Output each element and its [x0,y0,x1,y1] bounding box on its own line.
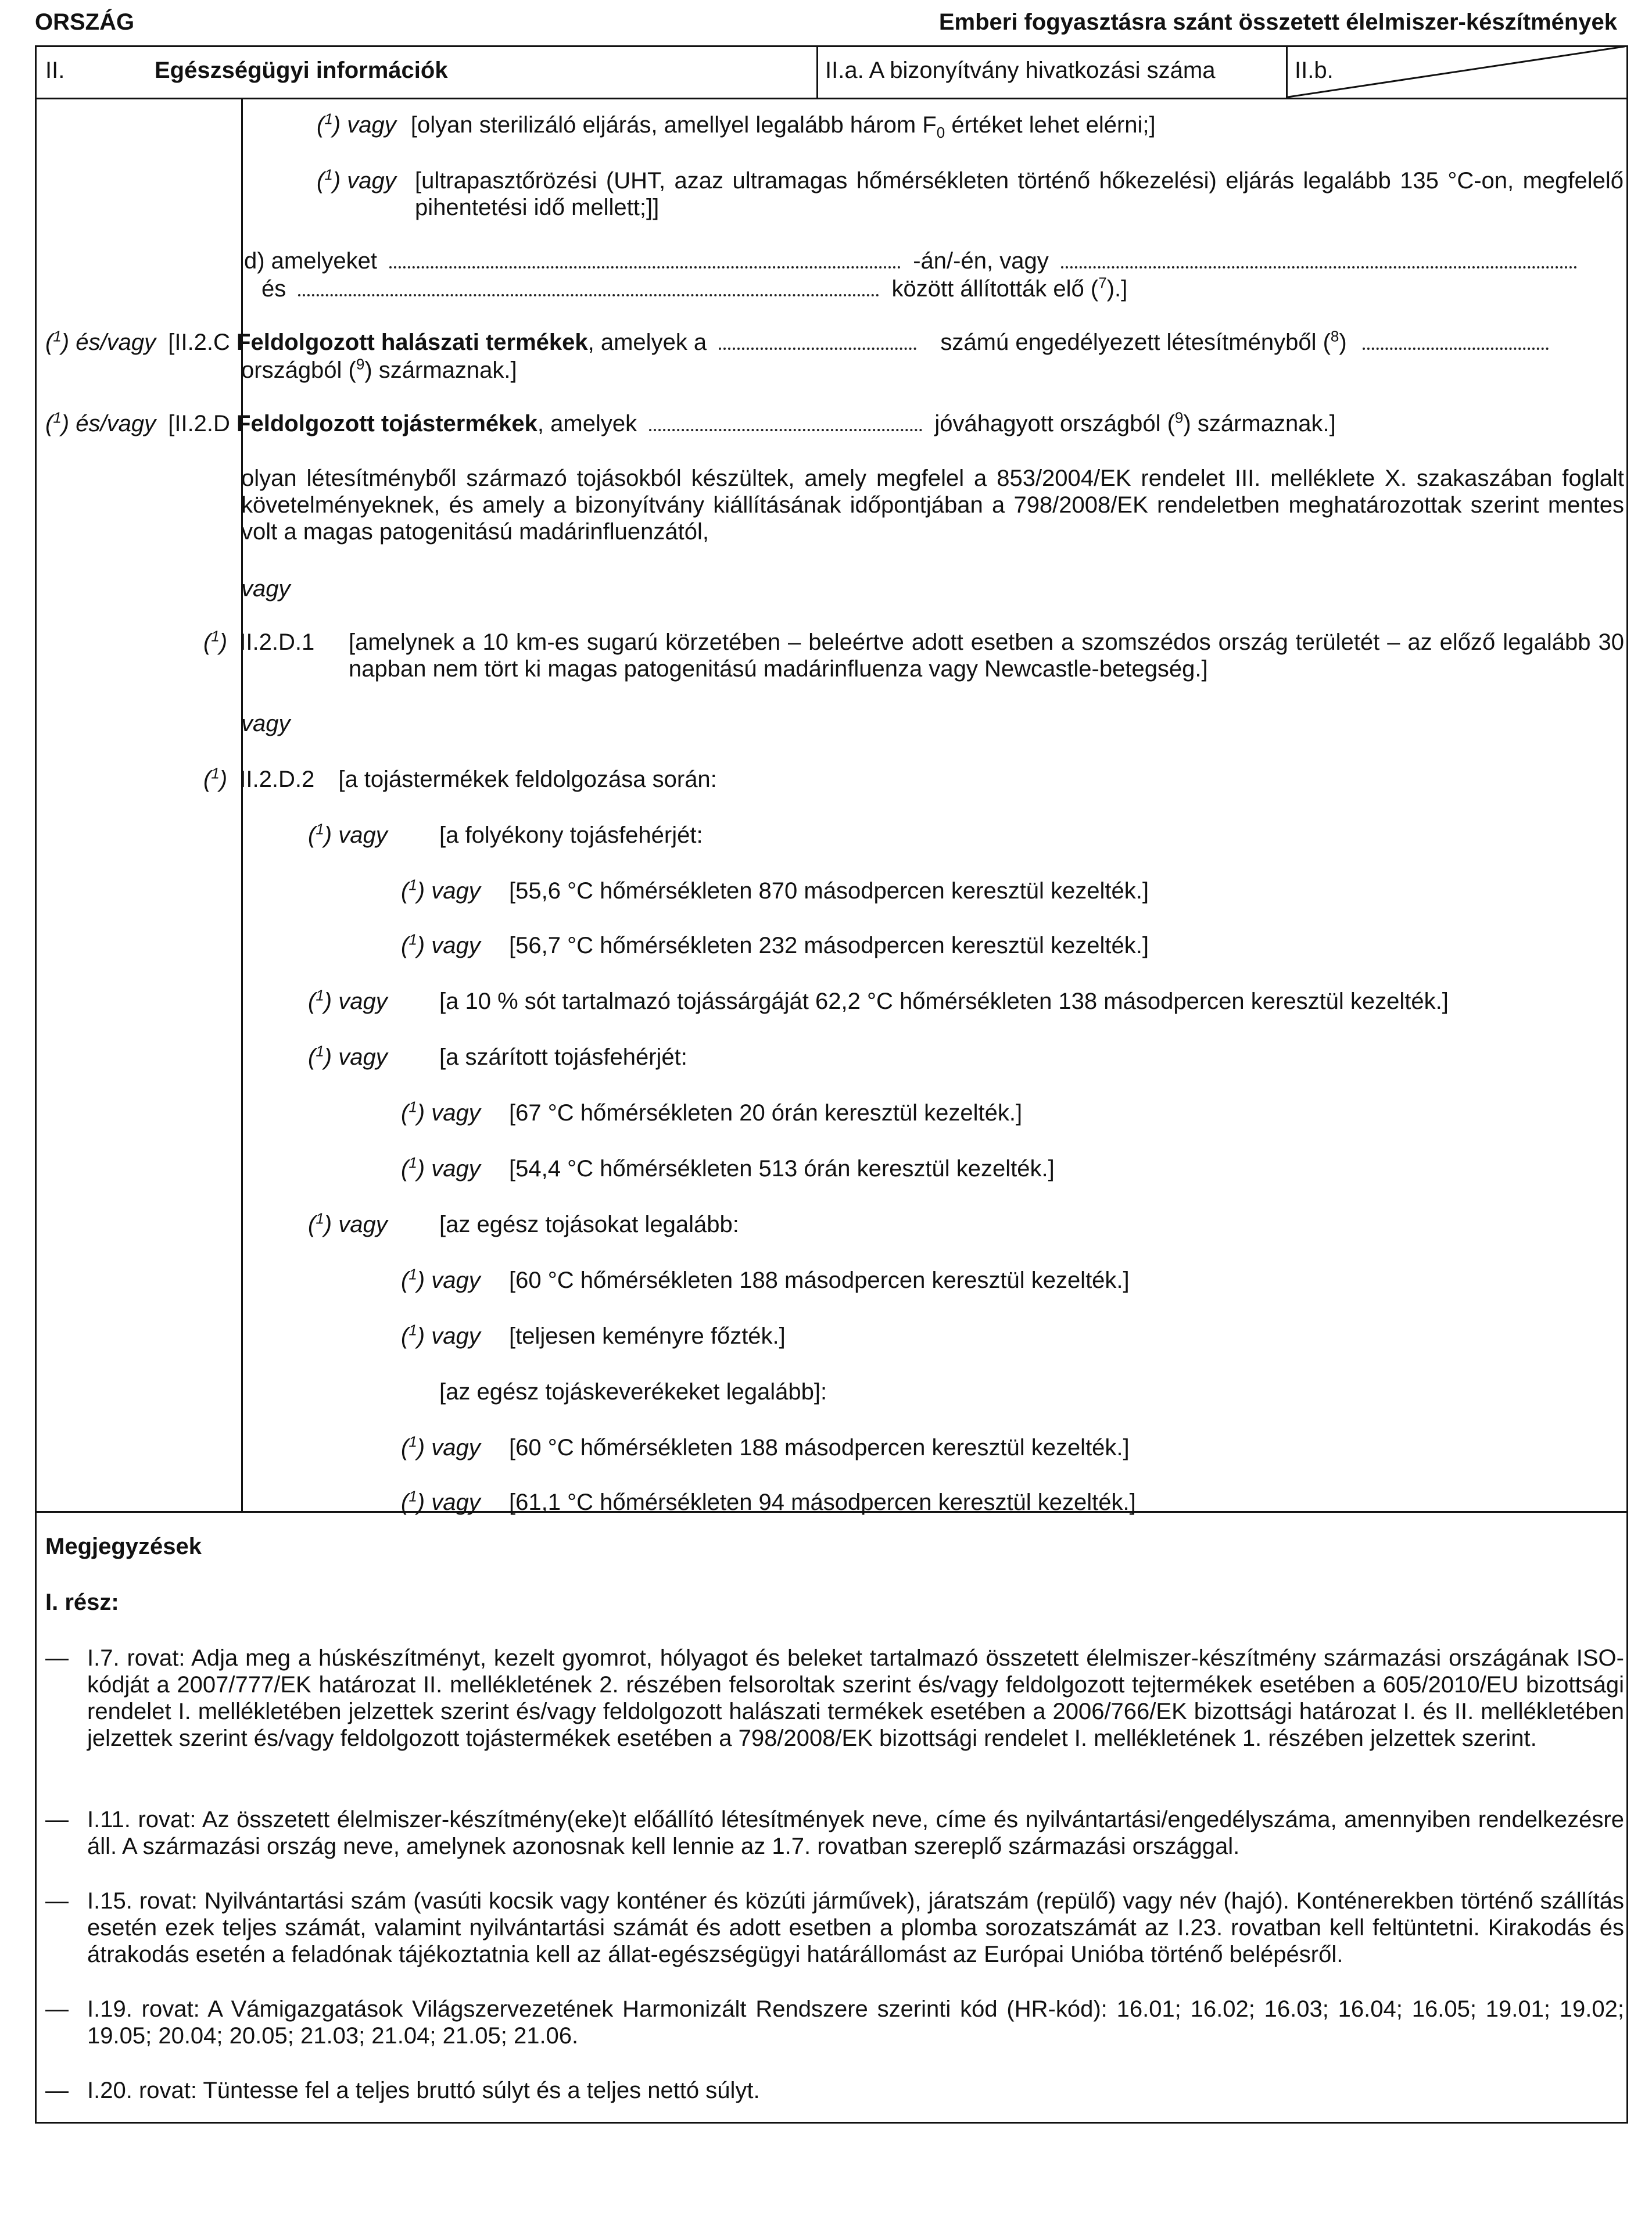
option-uht-text: [ultrapasztőrözési (UHT, azaz ultramagas hőmérsékleten történő hőkezelési) eljárás legalább 135 °C-on, megfelelő pihentetési idő mellett;]] [415,168,1624,220]
fishery-products-title: Feldolgozott halászati termékek [236,330,588,355]
salt-yolk-option: ($^1$) vagy [a 10 % sót tartalmazó tojássárgáját 62,2 °C hőmérsékleten 138 másodpercen keresztül kezelték.] [308,986,1449,1014]
date-line-2: és között állították elő ($^7$).] [261,274,1128,302]
fishery-products-cont: országból ($^9$) származnak.] [241,355,517,383]
note-item-3: I.15. rovat: Nyilvántartási szám (vasúti kocsik vagy konténer és közúti járművek), járatszám (repülő) vagy név (hajó). Konténerekben történő szállítás esetén ezek teljes számát, valamint nyilvántartási számát és adott esetben a plomba sorozatszámát az I.23. rovatban kell feltüntetni. Kirakodás és átrakodás esetén a feladónak tájékoztatnia kell az állat-egészségügyi határállomást az Európai Unióba történő belépésről. [87,1888,1624,1967]
section-title: Egészségügyi információk [155,58,448,83]
left-col-divider [241,98,243,1511]
country-label: ORSZÁG [35,9,135,35]
vagy-marker: vagy [347,112,396,138]
date-line-1: d) amelyeket -án/-én, vagy [244,248,1577,274]
note-dash: — [45,1807,69,1832]
liquid-white-opt-1: ($^1$) vagy [55,6 °C hőmérsékleten 870 másodpercen keresztül kezelték.] [401,876,1149,904]
country-field-fish[interactable] [1363,330,1549,350]
date-field-1[interactable] [389,249,901,268]
ref-b-diagonal [1288,46,1625,98]
egg-establishment-paragraph: olyan létesítményből származó tojásokból készültek, amely megfelel a 853/2004/EK rendelet III. melléklete X. szakaszában foglalt követelményeknek, és amely a bizonyítvány kiállításának időpontjában a 798/2008/EK rendeletben meghatározottak szerint mentes volt a magas patogenitású madárinfluenzától, [241,466,1624,545]
note-item-5: I.20. rovat: Tüntesse fel a teljes bruttó súlyt és a teljes nettó súlyt. [87,2078,760,2103]
country-field-egg[interactable] [649,411,922,431]
f0-text: [olyan sterilizáló eljárás, amellyel legalább három F [410,112,937,138]
header-row-divider [35,98,1626,99]
note-dash: — [45,1645,69,1671]
option-d1-text: [amelynek a 10 km-es sugarú körzetében – beleértve adott esetben a szomszédos ország területét – az előző legalább 30 napban nem tört ki magas patogenitású madárinfluenza vagy Newcastle-betegség.] [349,629,1624,682]
egg-products-option: ($^1$) és/vagy [II.2.D Feldolgozott tojástermékek, amelyek jóváhagyott országból ($^9$) származnak.] [45,409,1336,436]
option-d1-marker: ($^1$) II.2.D.1 [203,627,315,655]
date-field-3[interactable] [298,277,879,296]
whole-eggs-opt-2: ($^1$) vagy [teljesen keményre főzték.] [401,1321,786,1349]
whole-eggs-opt-1: ($^1$) vagy [60 °C hőmérsékleten 188 másodpercen keresztül kezelték.] [401,1265,1130,1293]
ref-b-label: II.b. [1295,58,1334,83]
document-title: Emberi fogyasztásra szánt összetett élelmiszer-készítmények [938,9,1617,35]
or-separator-2: vagy [241,711,291,736]
ref-number-label: II.a. A bizonyítvány hivatkozási száma [825,58,1216,83]
note-item-2: I.11. rovat: Az összetett élelmiszer-készítmény(eke)t előállító létesítmények neve, címe és nyilvántartási/engedélyszáma, amennyiben rendelkezésre áll. A származási ország neve, amelynek azonosnak kell lennie az 1.7. rovatban szereplő származási országgal. [87,1807,1624,1859]
note-dash: — [45,2078,69,2103]
whole-mix-opt-1: ($^1$) vagy [60 °C hőmérsékleten 188 másodpercen keresztül kezelték.] [401,1433,1130,1460]
or-separator-1: vagy [241,576,291,602]
whole-mix-heading: [az egész tojáskeverékeket legalább]: [439,1379,827,1405]
whole-eggs-option: ($^1$) vagy [az egész tojásokat legalább: [308,1209,739,1237]
date-field-2[interactable] [1061,249,1577,268]
option-f0: ($^1$) vagy [olyan sterilizáló eljárás, amellyel legalább három $F_0$ értéket lehet elérni;] [317,110,1156,141]
header-col-divider-1 [816,45,818,98]
option-uht-marker: ($^1$) vagy [317,166,396,194]
notes-title: Megjegyzések [45,1534,202,1559]
note-dash: — [45,1996,69,2022]
section-number: II. [45,58,65,83]
note-item-4: I.19. rovat: A Vámigazgatások Világszervezetének Harmonizált Rendszere szerinti kód (HR-kód): 16.01; 16.02; 16.03; 16.04; 16.05; 19.01; 19.02; 19.05; 20.04; 20.05; 21.03; 21.04; 21.05; 21.06. [87,1996,1624,2049]
whole-mix-opt-2: ($^1$) vagy [61,1 °C hőmérsékleten 94 másodpercen keresztül kezelték.] [401,1487,1136,1515]
note-dash: — [45,1888,69,1914]
liquid-white-option: ($^1$) vagy [a folyékony tojásfehérjét: [308,820,703,848]
note-item-1: I.7. rovat: Adja meg a húskészítményt, kezelt gyomrot, hólyagot és beleket tartalmazó összetett élelmiszer-készítmény származási országának ISO-kódját a 2007/777/EK határozat II. mellékletének 2. részében felsoroltak szerint és/vagy feldolgozott tejtermékek esetében a 605/2010/EU bizottsági rendelet I. mellékletében jelzettek szerint és/vagy feldolgozott halászati termékek esetében a 2006/766/EK bizottsági határozat I. és II. mellékletében jelzettek szerint és/vagy feldolgozott tojástermékek esetében a 798/2008/EK bizottsági rendelet I. mellékletének 1. részében jelzettek szerint. [87,1645,1624,1751]
establishment-field[interactable] [719,330,916,350]
dried-white-opt-1: ($^1$) vagy [67 °C hőmérsékleten 20 órán keresztül kezelték.] [401,1098,1023,1126]
liquid-white-opt-2: ($^1$) vagy [56,7 °C hőmérsékleten 232 másodpercen keresztül kezelték.] [401,930,1149,958]
notes-part-label: I. rész: [45,1589,119,1615]
dried-white-opt-2: ($^1$) vagy [54,4 °C hőmérsékleten 513 órán keresztül kezelték.] [401,1154,1055,1182]
f0-text-end: értéket lehet elérni;] [951,112,1156,138]
option-d2-line: ($^1$) II.2.D.2 [a tojástermékek feldolgozása során: [203,764,717,792]
footnote-ref: 1 [324,110,333,128]
dried-white-option: ($^1$) vagy [a szárított tojásfehérjét: [308,1042,687,1070]
fishery-products-option: ($^1$) és/vagy [II.2.C Feldolgozott halászati termékek, amelyek a számú engedélyezett létesítményből ($^8$) [45,329,1549,356]
egg-products-title: Feldolgozott tojástermékek [236,411,537,436]
f0-subscript: 0 [936,124,945,141]
